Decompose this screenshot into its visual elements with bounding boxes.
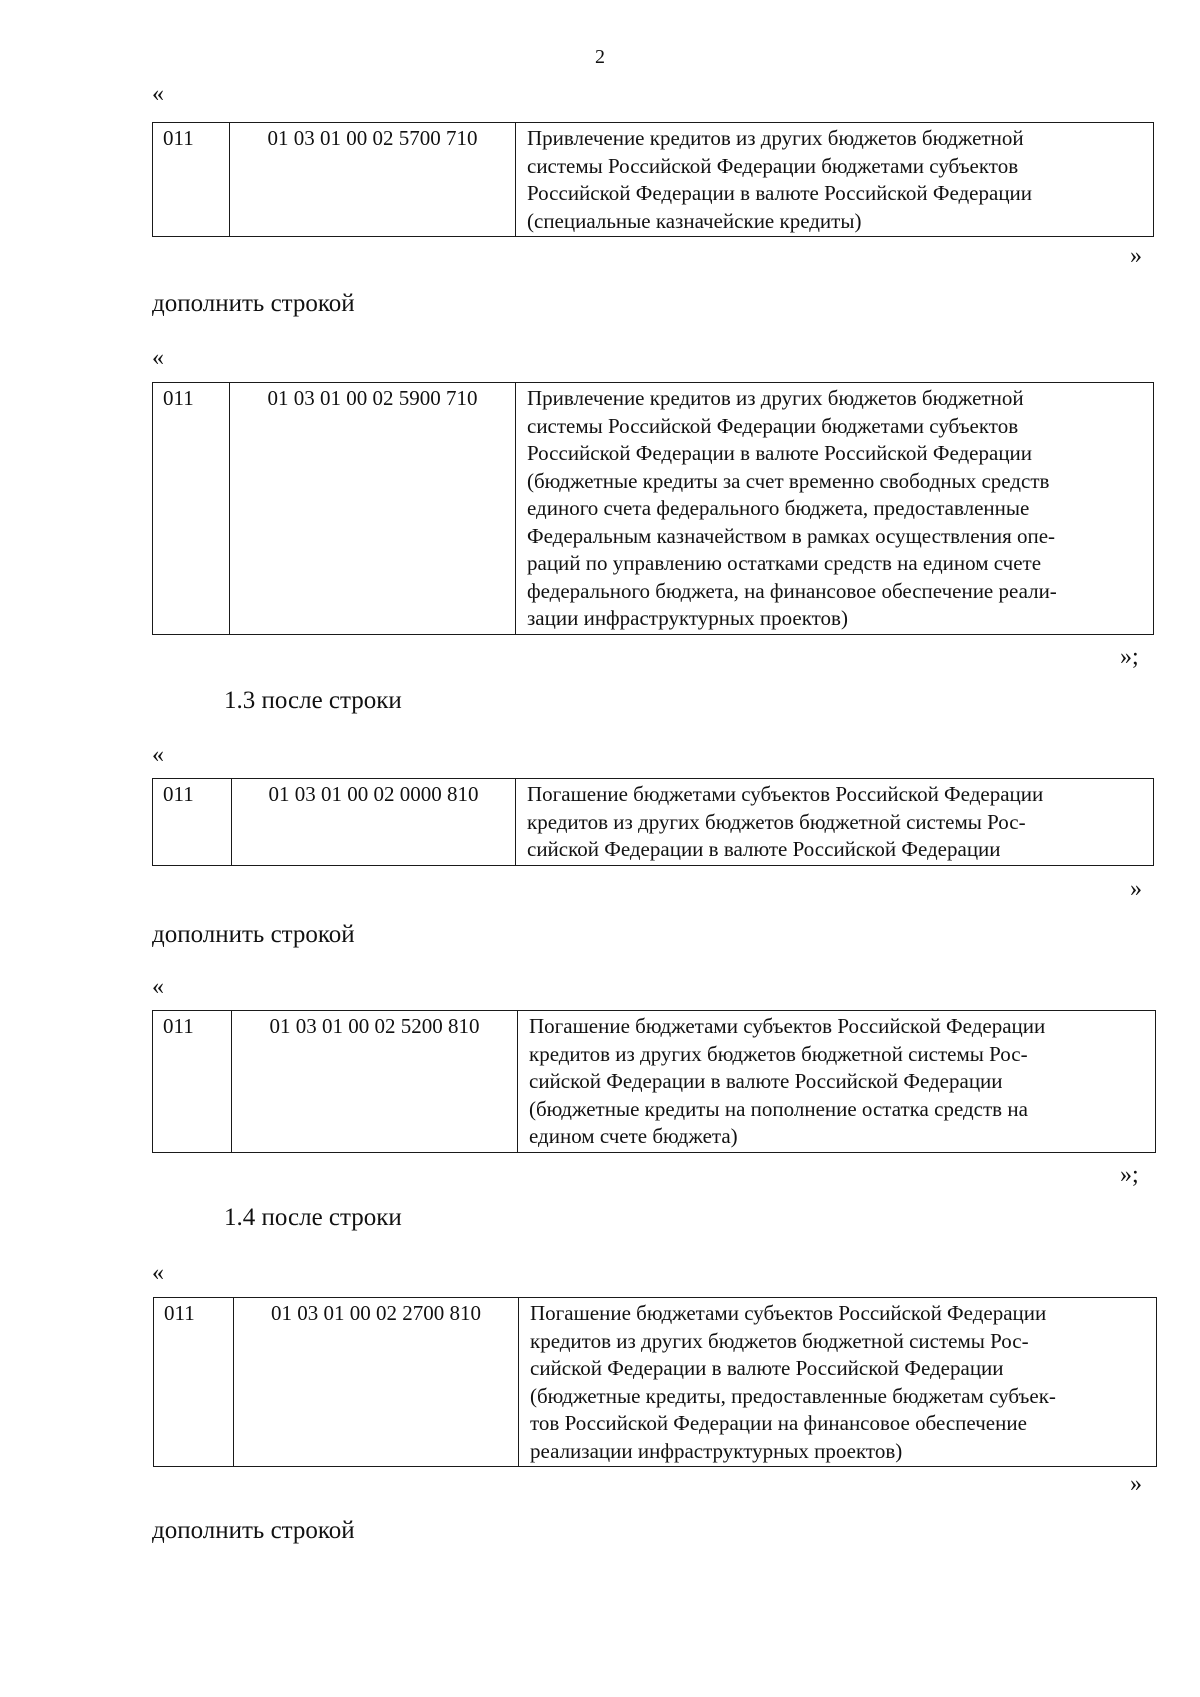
description-line: Привлечение кредитов из других бюджетов бюджетной	[527, 386, 1024, 410]
close-quote: »	[1130, 243, 1142, 269]
description-cell	[518, 1011, 1156, 1153]
open-quote: «	[152, 81, 164, 107]
description-line: сийской Федерации в валюте Российской Федерации	[530, 1356, 1004, 1380]
budget-code-table	[152, 778, 1154, 866]
open-quote: «	[152, 742, 164, 768]
instruction-text: дополнить строкой	[152, 921, 355, 948]
budget-code-table	[152, 122, 1154, 237]
description-line: реализации инфраструктурных проектов)	[530, 1438, 903, 1463]
budget-code-table	[153, 1297, 1157, 1467]
description-line: системы Российской Федерации бюджетами субъектов	[527, 413, 1019, 438]
instruction-text: дополнить строкой	[152, 1517, 355, 1544]
description-line: сийской Федерации в валюте Российской Федерации	[527, 837, 1001, 861]
open-quote: «	[152, 1260, 164, 1286]
table-row	[153, 123, 1154, 237]
description-line: федерального бюджета, на финансовое обеспечение реали-	[527, 578, 1057, 603]
description-line: (бюджетные кредиты на пополнение остатка средств на	[529, 1096, 1028, 1121]
chapter-code-cell: 011	[154, 1298, 234, 1467]
budget-classification-code-cell: 01 03 01 00 02 2700 810	[234, 1298, 519, 1467]
budget-classification-code-cell: 01 03 01 00 02 5200 810	[232, 1011, 518, 1153]
description-line: (бюджетные кредиты за счет временно свободных средств	[527, 468, 1050, 493]
description-line: (бюджетные кредиты, предоставленные бюджетам субъек-	[530, 1383, 1056, 1408]
chapter-code-cell: 011	[153, 779, 232, 866]
close-quote: »	[1130, 1471, 1142, 1497]
description-line: Погашение бюджетами субъектов Российской Федерации	[529, 1014, 1046, 1038]
description-cell	[516, 383, 1154, 635]
section-heading: 1.4 после строки	[224, 1204, 402, 1231]
description-line: едином счете бюджета)	[529, 1124, 738, 1148]
budget-classification-code-cell: 01 03 01 00 02 0000 810	[232, 779, 516, 866]
description-line: Федеральным казначейством в рамках осуществления опе-	[527, 523, 1056, 548]
chapter-code-cell: 011	[153, 1011, 232, 1153]
description-line: системы Российской Федерации бюджетами субъектов	[527, 153, 1019, 178]
description-line: единого счета федерального бюджета, предоставленные	[527, 496, 1030, 520]
description-line: Российской Федерации в валюте Российской Федерации	[527, 181, 1033, 205]
table-row	[153, 1011, 1156, 1153]
close-quote: »;	[1120, 1162, 1139, 1188]
description-cell	[516, 123, 1154, 237]
description-line: Погашение бюджетами субъектов Российской Федерации	[527, 782, 1044, 806]
description-line: (специальные казначейские кредиты)	[527, 208, 862, 233]
section-heading: 1.3 после строки	[224, 687, 402, 714]
budget-code-table	[152, 1010, 1156, 1153]
open-quote: «	[152, 974, 164, 1000]
description-line: кредитов из других бюджетов бюджетной системы Рос-	[527, 809, 1026, 834]
budget-classification-code-cell: 01 03 01 00 02 5900 710	[230, 383, 516, 635]
description-line: Погашение бюджетами субъектов Российской Федерации	[530, 1301, 1047, 1325]
chapter-code-cell: 011	[153, 383, 230, 635]
table-row	[154, 1298, 1157, 1467]
description-line: зации инфраструктурных проектов)	[527, 606, 848, 630]
description-cell	[519, 1298, 1157, 1467]
chapter-code-cell: 011	[153, 123, 230, 237]
instruction-text: дополнить строкой	[152, 290, 355, 317]
description-line: Привлечение кредитов из других бюджетов бюджетной	[527, 126, 1024, 150]
open-quote: «	[152, 345, 164, 371]
budget-classification-code-cell: 01 03 01 00 02 5700 710	[230, 123, 516, 237]
page-number: 2	[595, 46, 605, 68]
description-cell	[516, 779, 1154, 866]
table-row	[153, 779, 1154, 866]
description-line: сийской Федерации в валюте Российской Федерации	[529, 1069, 1003, 1093]
description-line: раций по управлению остатками средств на едином счете	[527, 551, 1042, 575]
table-row	[153, 383, 1154, 635]
description-line: кредитов из других бюджетов бюджетной системы Рос-	[529, 1041, 1028, 1066]
description-line: кредитов из других бюджетов бюджетной системы Рос-	[530, 1328, 1029, 1353]
description-line: тов Российской Федерации на финансовое обеспечение	[530, 1411, 1027, 1435]
close-quote: »	[1130, 876, 1142, 902]
close-quote: »;	[1120, 644, 1139, 670]
budget-code-table	[152, 382, 1154, 635]
description-line: Российской Федерации в валюте Российской Федерации	[527, 441, 1033, 465]
